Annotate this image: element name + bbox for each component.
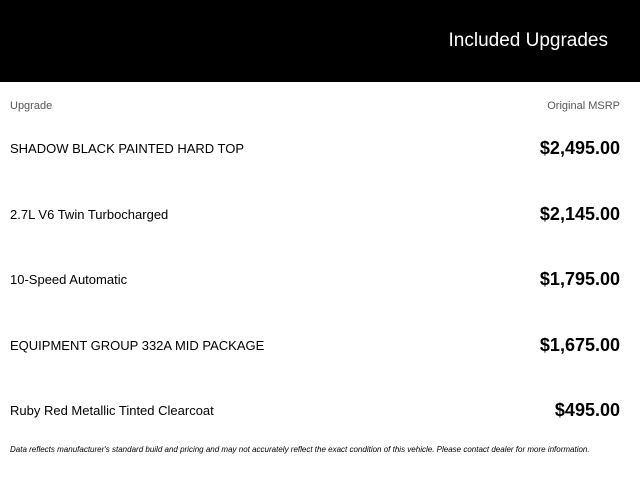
upgrade-price: $2,145.00 xyxy=(539,204,620,224)
upgrade-price: $2,495.00 xyxy=(539,138,620,158)
column-header-msrp: Original MSRP xyxy=(547,100,620,112)
table-row xyxy=(10,399,620,423)
upgrade-price: $495.00 xyxy=(554,400,620,420)
upgrade-name: 10-Speed Automatic xyxy=(10,272,128,287)
table-row xyxy=(10,203,620,227)
page-title: Included Upgrades xyxy=(448,30,608,51)
column-header-upgrade: Upgrade xyxy=(10,100,53,112)
upgrade-name: SHADOW BLACK PAINTED HARD TOP xyxy=(10,141,245,156)
upgrade-price: $1,795.00 xyxy=(539,269,620,289)
upgrade-name: EQUIPMENT GROUP 332A MID PACKAGE xyxy=(10,338,265,353)
table-row xyxy=(10,137,620,161)
header-bar xyxy=(0,0,640,82)
upgrade-price: $1,675.00 xyxy=(539,335,620,355)
table-row xyxy=(10,334,620,358)
table-row xyxy=(10,268,620,292)
disclaimer-text: Data reflects manufacturer's standard build and pricing and may not accurately reflect the exact condition of this vehicle. Please contact dealer for more information. xyxy=(10,445,590,454)
upgrade-name: 2.7L V6 Twin Turbocharged xyxy=(10,207,169,222)
upgrade-name: Ruby Red Metallic Tinted Clearcoat xyxy=(10,403,214,418)
